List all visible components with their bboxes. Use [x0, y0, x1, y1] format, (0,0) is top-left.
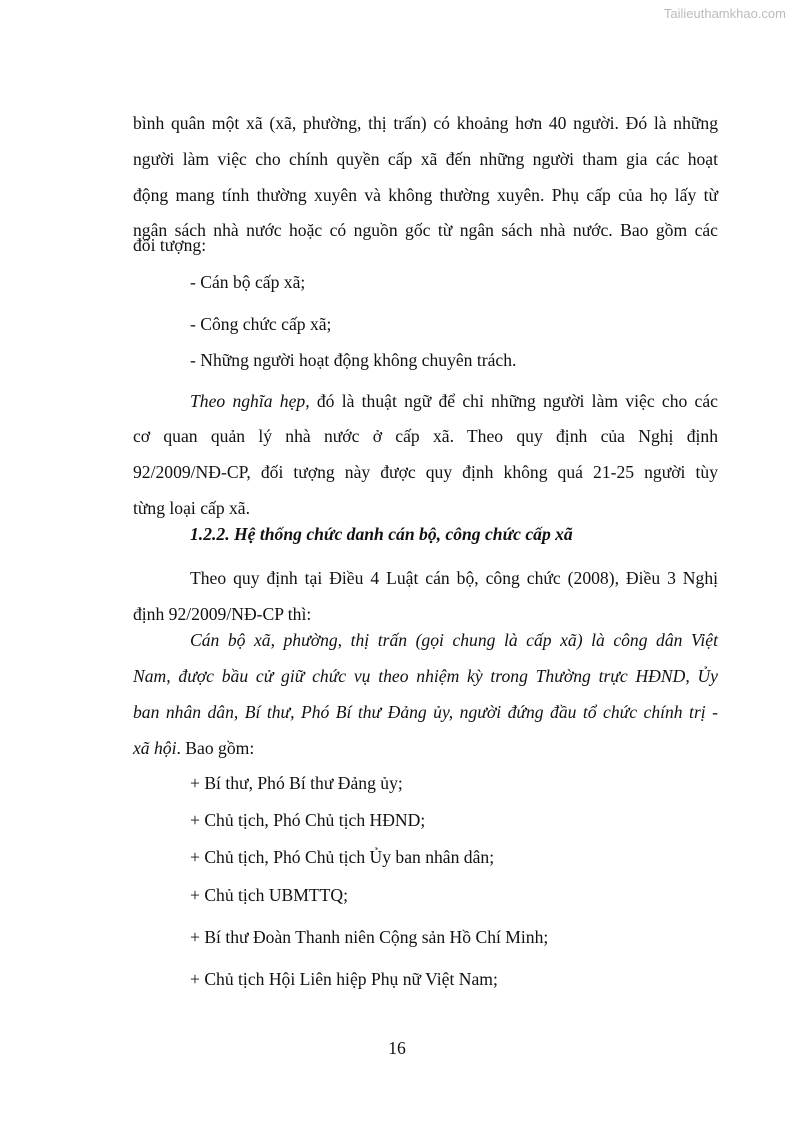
list-item: + Chủ tịch Hội Liên hiệp Phụ nữ Việt Nam; — [190, 969, 498, 989]
text: . Bao gồm: — [176, 738, 255, 758]
list-item: + Chủ tịch, Phó Chủ tịch Ủy ban nhân dân; — [190, 847, 495, 867]
text-line: ban nhân dân, Bí thư, Phó Bí thư Đảng ủy, người đứng đầu tổ chức chính trị - — [133, 702, 718, 722]
text-line: Nam, được bầu cử giữ chức vụ theo nhiệm kỳ trong Thường trực HĐND, Ủy — [133, 666, 718, 686]
italic-lead: Theo nghĩa hẹp, — [190, 391, 310, 411]
page-number: 16 — [388, 1038, 406, 1058]
text-line: Cán bộ xã, phường, thị trấn (gọi chung là cấp xã) là công dân Việt — [190, 630, 718, 650]
section-heading: 1.2.2. Hệ thống chức danh cán bộ, công chức cấp xã — [190, 524, 573, 544]
lead-rest: đó là thuật ngữ để chỉ những người làm việc cho các — [309, 391, 718, 411]
text-line: Theo quy định tại Điều 4 Luật cán bộ, công chức (2008), Điều 3 Nghị — [190, 568, 718, 588]
text-line: người làm việc cho chính quyền cấp xã đến những người tham gia các hoạt — [133, 149, 718, 169]
text-line: từng loại cấp xã. — [133, 498, 251, 518]
text-line — [133, 737, 718, 759]
text-line: cơ quan quản lý nhà nước ở cấp xã. Theo quy định của Nghị định — [133, 426, 718, 446]
list-item: + Bí thư Đoàn Thanh niên Cộng sản Hồ Chí Minh; — [190, 927, 549, 947]
text-line: đối tượng: — [133, 235, 207, 255]
text-line: định 92/2009/NĐ-CP thì: — [133, 604, 312, 624]
list-item: + Chủ tịch, Phó Chủ tịch HĐND; — [190, 810, 426, 830]
list-item: - Những người hoạt động không chuyên trách. — [190, 350, 517, 370]
list-item: + Bí thư, Phó Bí thư Đảng ủy; — [190, 773, 403, 793]
text-line: 92/2009/NĐ-CP, đối tượng này được quy định không quá 21-25 người tùy — [133, 462, 718, 482]
text-line: ngân sách nhà nước hoặc có nguồn gốc từ ngân sách nhà nước. Bao gồm các — [133, 220, 718, 240]
list-item: - Cán bộ cấp xã; — [190, 272, 306, 292]
text-line: động mang tính thường xuyên và không thường xuyên. Phụ cấp của họ lấy từ — [133, 185, 718, 205]
watermark: Tailieuthamkhao.com — [663, 6, 786, 21]
text-line: bình quân một xã (xã, phường, thị trấn) có khoảng hơn 40 người. Đó là những — [133, 113, 718, 133]
list-item: + Chủ tịch UBMTTQ; — [190, 885, 349, 905]
italic-text: xã hội — [133, 738, 177, 758]
list-item: - Công chức cấp xã; — [190, 314, 332, 334]
text-line — [190, 390, 718, 412]
